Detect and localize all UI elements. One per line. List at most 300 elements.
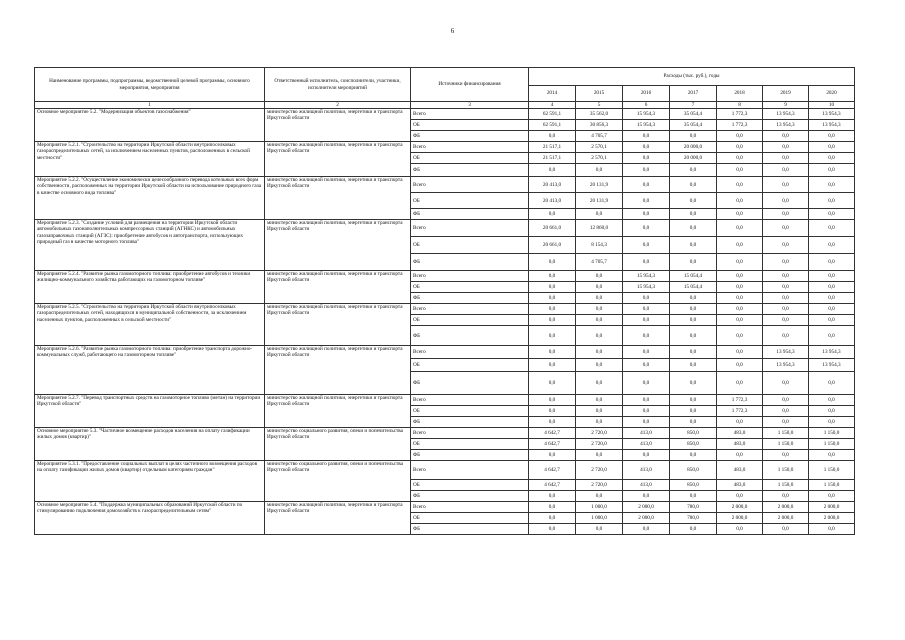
amount-cell: 0,0 bbox=[529, 417, 576, 428]
table-row bbox=[35, 177, 855, 193]
amount-cell: 0,0 bbox=[670, 417, 717, 428]
amount-cell: 0,0 bbox=[670, 395, 717, 406]
amount-cell: 0,0 bbox=[623, 164, 670, 177]
measure-name: Основное мероприятие 5.2. "Модернизация объектов газоснабжения" bbox=[35, 109, 265, 142]
amount-cell: 2 720,0 bbox=[576, 428, 623, 439]
executor: министерство жилищной политики, энергетики и транспорта Иркутской области bbox=[265, 177, 411, 220]
amount-cell: 0,0 bbox=[623, 220, 670, 237]
amount-cell: 0,0 bbox=[763, 417, 809, 428]
funding-source: ОБ bbox=[411, 480, 529, 491]
amount-cell: 0,0 bbox=[623, 524, 670, 535]
funding-source: ОБ bbox=[411, 237, 529, 254]
amount-cell: 2 720,0 bbox=[576, 480, 623, 491]
table-row bbox=[35, 502, 855, 513]
amount-cell: 0,0 bbox=[717, 282, 763, 293]
funding-source: ФБ bbox=[411, 293, 529, 304]
amount-cell: 413,0 bbox=[623, 428, 670, 439]
amount-cell: 0,0 bbox=[670, 346, 717, 359]
table-row bbox=[35, 142, 855, 153]
measure-name: Основное мероприятие 5.3. "Частичное возмещение расходов населения на оплату газификации жилых домов (квартир)" bbox=[35, 428, 265, 461]
funding-source: ОБ bbox=[411, 359, 529, 372]
measure-name: Мероприятие 5.2.5. "Строительство на территории Иркутской области внутрипоселковых газораспределительных сетей, находящихся в муниципальной собственности, за исключением населенных пунктов, расположенных в сельской местности" bbox=[35, 304, 265, 346]
expenses-table bbox=[34, 67, 855, 535]
amount-cell: 0,0 bbox=[763, 153, 809, 164]
amount-cell: 0,0 bbox=[809, 304, 855, 315]
amount-cell: 0,0 bbox=[576, 417, 623, 428]
amount-cell: 850,0 bbox=[670, 461, 717, 480]
amount-cell: 0,0 bbox=[529, 164, 576, 177]
amount-cell: 0,0 bbox=[576, 372, 623, 395]
amount-cell: 0,0 bbox=[529, 271, 576, 282]
amount-cell: 0,0 bbox=[763, 395, 809, 406]
amount-cell: 4 642,7 bbox=[529, 461, 576, 480]
amount-cell: 0,0 bbox=[623, 153, 670, 164]
amount-cell: 0,0 bbox=[670, 315, 717, 326]
funding-source: Всего bbox=[411, 428, 529, 439]
amount-cell: 20 661,0 bbox=[529, 220, 576, 237]
amount-cell: 0,0 bbox=[809, 220, 855, 237]
page-number: 6 bbox=[450, 27, 455, 35]
amount-cell: 483,0 bbox=[717, 461, 763, 480]
index-cell: 5 bbox=[576, 102, 623, 109]
index-cell: 3 bbox=[411, 102, 529, 109]
amount-cell: 0,0 bbox=[670, 524, 717, 535]
amount-cell: 0,0 bbox=[763, 177, 809, 193]
amount-cell: 0,0 bbox=[670, 193, 717, 209]
amount-cell: 4 642,7 bbox=[529, 428, 576, 439]
amount-cell: 483,0 bbox=[717, 480, 763, 491]
amount-cell: 413,0 bbox=[623, 439, 670, 450]
amount-cell: 1 150,0 bbox=[763, 439, 809, 450]
index-cell: 6 bbox=[623, 102, 670, 109]
amount-cell: 0,0 bbox=[623, 372, 670, 395]
amount-cell: 0,0 bbox=[576, 359, 623, 372]
index-row bbox=[35, 102, 855, 109]
amount-cell: 0,0 bbox=[809, 282, 855, 293]
amount-cell: 0,0 bbox=[809, 524, 855, 535]
amount-cell: 0,0 bbox=[763, 220, 809, 237]
amount-cell: 0,0 bbox=[809, 326, 855, 346]
amount-cell: 0,0 bbox=[529, 502, 576, 513]
amount-cell: 0,0 bbox=[670, 304, 717, 315]
amount-cell: 0,0 bbox=[576, 271, 623, 282]
amount-cell: 850,0 bbox=[670, 439, 717, 450]
amount-cell: 0,0 bbox=[529, 491, 576, 502]
executor: министерство жилищной политики, энергетики и транспорта Иркутской области bbox=[265, 142, 411, 177]
amount-cell: 62 591,1 bbox=[529, 109, 576, 120]
funding-source: Всего bbox=[411, 304, 529, 315]
amount-cell: 1 150,0 bbox=[809, 461, 855, 480]
amount-cell: 0,0 bbox=[623, 417, 670, 428]
amount-cell: 0,0 bbox=[809, 142, 855, 153]
amount-cell: 0,0 bbox=[576, 293, 623, 304]
funding-source: ФБ bbox=[411, 372, 529, 395]
funding-source: Всего bbox=[411, 395, 529, 406]
funding-source: ФБ bbox=[411, 524, 529, 535]
amount-cell: 0,0 bbox=[670, 450, 717, 461]
amount-cell: 0,0 bbox=[529, 372, 576, 395]
amount-cell: 483,0 bbox=[717, 428, 763, 439]
index-cell: 1 bbox=[35, 102, 265, 109]
table-row bbox=[35, 220, 855, 237]
amount-cell: 20 131,9 bbox=[576, 193, 623, 209]
amount-cell: 0,0 bbox=[623, 254, 670, 271]
amount-cell: 0,0 bbox=[809, 271, 855, 282]
year-cell: 2014 bbox=[529, 86, 576, 102]
amount-cell: 2 570,1 bbox=[576, 153, 623, 164]
index-cell: 2 bbox=[265, 102, 411, 109]
amount-cell: 0,0 bbox=[809, 450, 855, 461]
amount-cell: 2 000,0 bbox=[763, 502, 809, 513]
amount-cell: 13 954,3 bbox=[809, 359, 855, 372]
amount-cell: 0,0 bbox=[623, 142, 670, 153]
amount-cell: 0,0 bbox=[576, 406, 623, 417]
funding-source: ОБ bbox=[411, 282, 529, 293]
amount-cell: 0,0 bbox=[623, 346, 670, 359]
amount-cell: 0,0 bbox=[670, 359, 717, 372]
year-cell: 2017 bbox=[670, 86, 717, 102]
amount-cell: 2 000,0 bbox=[717, 513, 763, 524]
amount-cell: 0,0 bbox=[809, 131, 855, 142]
amount-cell: 0,0 bbox=[717, 209, 763, 220]
amount-cell: 0,0 bbox=[717, 142, 763, 153]
amount-cell: 12 860,0 bbox=[576, 220, 623, 237]
funding-source: Всего bbox=[411, 142, 529, 153]
amount-cell: 0,0 bbox=[576, 450, 623, 461]
amount-cell: 0,0 bbox=[623, 304, 670, 315]
amount-cell: 1 000,0 bbox=[576, 502, 623, 513]
amount-cell: 0,0 bbox=[529, 209, 576, 220]
amount-cell: 0,0 bbox=[763, 164, 809, 177]
amount-cell: 1 150,0 bbox=[763, 461, 809, 480]
amount-cell: 1 150,0 bbox=[809, 439, 855, 450]
amount-cell: 15 954,3 bbox=[623, 282, 670, 293]
funding-source: Всего bbox=[411, 220, 529, 237]
amount-cell: 0,0 bbox=[763, 406, 809, 417]
amount-cell: 35 054,4 bbox=[670, 120, 717, 131]
amount-cell: 20 000,0 bbox=[670, 142, 717, 153]
year-cell: 2018 bbox=[717, 86, 763, 102]
amount-cell: 20 661,0 bbox=[529, 237, 576, 254]
amount-cell: 483,0 bbox=[717, 439, 763, 450]
amount-cell: 0,0 bbox=[670, 237, 717, 254]
index-cell: 10 bbox=[809, 102, 855, 109]
executor: министерство жилищной политики, энергетики и транспорта Иркутской области bbox=[265, 502, 411, 535]
measure-name: Мероприятие 5.2.2. "Осуществление экономически целесообразного перевода котельных всех форм собственности, расположенных на территории Иркутской области на использование природного газа в качестве основного вида топлива" bbox=[35, 177, 265, 220]
amount-cell: 0,0 bbox=[576, 524, 623, 535]
index-cell: 7 bbox=[670, 102, 717, 109]
amount-cell: 0,0 bbox=[763, 142, 809, 153]
header-expenses: Расходы (тыс. руб.), годы bbox=[529, 68, 855, 86]
amount-cell: 2 570,1 bbox=[576, 142, 623, 153]
amount-cell: 0,0 bbox=[529, 359, 576, 372]
funding-source: ОБ bbox=[411, 315, 529, 326]
amount-cell: 0,0 bbox=[809, 372, 855, 395]
executor: министерство жилищной политики, энергетики и транспорта Иркутской области bbox=[265, 271, 411, 304]
amount-cell: 0,0 bbox=[670, 406, 717, 417]
amount-cell: 35 562,0 bbox=[576, 109, 623, 120]
amount-cell: 1 150,0 bbox=[809, 428, 855, 439]
amount-cell: 780,0 bbox=[670, 513, 717, 524]
funding-source: ФБ bbox=[411, 326, 529, 346]
amount-cell: 0,0 bbox=[717, 271, 763, 282]
header-source: Источники финансирования bbox=[411, 68, 529, 102]
amount-cell: 0,0 bbox=[717, 346, 763, 359]
table-row bbox=[35, 461, 855, 480]
amount-cell: 13 954,3 bbox=[809, 120, 855, 131]
amount-cell: 0,0 bbox=[670, 177, 717, 193]
measure-name: Основное мероприятие 5.4. "Поддержка муниципальных образований Иркутской области по стимулированию подключения домохозяйств к газораспределительным сетям" bbox=[35, 502, 265, 535]
funding-source: ФБ bbox=[411, 164, 529, 177]
amount-cell: 0,0 bbox=[809, 293, 855, 304]
measure-name: Мероприятие 5.2.6. "Развитие рынка газомоторного топлива: приобретение транспорта дорожно-коммунальных служб, работающего на газомоторном топливе" bbox=[35, 346, 265, 395]
amount-cell: 4 705,7 bbox=[576, 254, 623, 271]
amount-cell: 35 054,4 bbox=[670, 109, 717, 120]
amount-cell: 15 954,3 bbox=[623, 120, 670, 131]
funding-source: ФБ bbox=[411, 209, 529, 220]
amount-cell: 0,0 bbox=[529, 346, 576, 359]
amount-cell: 0,0 bbox=[763, 491, 809, 502]
amount-cell: 13 954,3 bbox=[763, 346, 809, 359]
amount-cell: 0,0 bbox=[576, 315, 623, 326]
amount-cell: 2 000,0 bbox=[623, 513, 670, 524]
funding-source: Всего bbox=[411, 502, 529, 513]
amount-cell: 0,0 bbox=[623, 450, 670, 461]
amount-cell: 0,0 bbox=[763, 254, 809, 271]
amount-cell: 0,0 bbox=[809, 395, 855, 406]
amount-cell: 0,0 bbox=[717, 372, 763, 395]
amount-cell: 0,0 bbox=[529, 513, 576, 524]
amount-cell: 1 772,3 bbox=[717, 395, 763, 406]
funding-source: ОБ bbox=[411, 406, 529, 417]
amount-cell: 4 642,7 bbox=[529, 480, 576, 491]
amount-cell: 0,0 bbox=[670, 164, 717, 177]
amount-cell: 0,0 bbox=[717, 193, 763, 209]
funding-source: ОБ bbox=[411, 513, 529, 524]
amount-cell: 20 131,9 bbox=[576, 177, 623, 193]
amount-cell: 0,0 bbox=[809, 315, 855, 326]
amount-cell: 13 954,3 bbox=[763, 120, 809, 131]
amount-cell: 0,0 bbox=[670, 326, 717, 346]
amount-cell: 0,0 bbox=[576, 304, 623, 315]
amount-cell: 780,0 bbox=[670, 502, 717, 513]
amount-cell: 0,0 bbox=[717, 131, 763, 142]
amount-cell: 850,0 bbox=[670, 428, 717, 439]
amount-cell: 0,0 bbox=[763, 131, 809, 142]
table-row bbox=[35, 109, 855, 120]
header-executor: Ответственный исполнитель, соисполнители, участники, исполнители мероприятий bbox=[265, 68, 411, 102]
executor: министерство жилищной политики, энергетики и транспорта Иркутской области bbox=[265, 395, 411, 428]
amount-cell: 0,0 bbox=[763, 326, 809, 346]
funding-source: Всего bbox=[411, 177, 529, 193]
amount-cell: 0,0 bbox=[529, 131, 576, 142]
amount-cell: 0,0 bbox=[717, 359, 763, 372]
amount-cell: 0,0 bbox=[623, 237, 670, 254]
amount-cell: 0,0 bbox=[809, 164, 855, 177]
amount-cell: 0,0 bbox=[576, 346, 623, 359]
amount-cell: 0,0 bbox=[763, 237, 809, 254]
amount-cell: 0,0 bbox=[529, 450, 576, 461]
measure-name: Мероприятие 5.2.3. "Создание условий для размещения на территории Иркутской области автомобильных газонаполнительных компрессорных станций (АГНКС) и автомобильных газозаправочных станций (АГЗС): приобретение автобусов и автотранспорта, использующих природный газ в качестве моторного топлива" bbox=[35, 220, 265, 271]
executor: министерство жилищной политики, энергетики и транспорта Иркутской области bbox=[265, 109, 411, 142]
amount-cell: 2 720,0 bbox=[576, 461, 623, 480]
amount-cell: 0,0 bbox=[717, 491, 763, 502]
funding-source: ФБ bbox=[411, 131, 529, 142]
amount-cell: 0,0 bbox=[670, 293, 717, 304]
amount-cell: 0,0 bbox=[529, 315, 576, 326]
amount-cell: 0,0 bbox=[529, 254, 576, 271]
amount-cell: 0,0 bbox=[763, 304, 809, 315]
measure-name: Мероприятие 5.2.1. "Строительство на территории Иркутской области внутрипоселковых газораспределительных сетей, за исключением населенных пунктов, расположенных в сельской местности" bbox=[35, 142, 265, 177]
amount-cell: 0,0 bbox=[717, 164, 763, 177]
amount-cell: 0,0 bbox=[623, 326, 670, 346]
amount-cell: 2 000,0 bbox=[763, 513, 809, 524]
amount-cell: 0,0 bbox=[717, 304, 763, 315]
funding-source: Всего bbox=[411, 346, 529, 359]
amount-cell: 0,0 bbox=[763, 271, 809, 282]
amount-cell: 0,0 bbox=[529, 293, 576, 304]
amount-cell: 0,0 bbox=[529, 304, 576, 315]
amount-cell: 0,0 bbox=[809, 406, 855, 417]
amount-cell: 2 000,0 bbox=[623, 502, 670, 513]
amount-cell: 850,0 bbox=[670, 480, 717, 491]
funding-source: ФБ bbox=[411, 450, 529, 461]
measure-name: Мероприятие 5.3.1. "Предоставление социальных выплат в целях частичного возмещения расходов на оплату газификации жилых домов (квартир) отдельным категориям граждан" bbox=[35, 461, 265, 502]
funding-source: ФБ bbox=[411, 491, 529, 502]
amount-cell: 0,0 bbox=[576, 395, 623, 406]
amount-cell: 0,0 bbox=[576, 326, 623, 346]
amount-cell: 0,0 bbox=[809, 177, 855, 193]
table-row bbox=[35, 304, 855, 315]
amount-cell: 15 954,3 bbox=[623, 271, 670, 282]
index-cell: 4 bbox=[529, 102, 576, 109]
index-cell: 9 bbox=[763, 102, 809, 109]
amount-cell: 0,0 bbox=[623, 193, 670, 209]
amount-cell: 20 413,0 bbox=[529, 193, 576, 209]
amount-cell: 0,0 bbox=[623, 209, 670, 220]
amount-cell: 0,0 bbox=[809, 209, 855, 220]
funding-source: ФБ bbox=[411, 417, 529, 428]
amount-cell: 15 954,3 bbox=[623, 109, 670, 120]
table-body bbox=[35, 109, 855, 535]
funding-source: ОБ bbox=[411, 153, 529, 164]
amount-cell: 0,0 bbox=[809, 237, 855, 254]
amount-cell: 0,0 bbox=[623, 406, 670, 417]
amount-cell: 0,0 bbox=[763, 372, 809, 395]
amount-cell: 62 591,1 bbox=[529, 120, 576, 131]
amount-cell: 1 772,3 bbox=[717, 120, 763, 131]
amount-cell: 0,0 bbox=[576, 209, 623, 220]
year-cell: 2020 bbox=[809, 86, 855, 102]
amount-cell: 15 054,4 bbox=[670, 271, 717, 282]
amount-cell: 0,0 bbox=[623, 293, 670, 304]
amount-cell: 0,0 bbox=[529, 395, 576, 406]
amount-cell: 0,0 bbox=[763, 524, 809, 535]
executor: министерство социального развития, опеки и попечительства Иркутской области bbox=[265, 428, 411, 461]
funding-source: ОБ bbox=[411, 439, 529, 450]
amount-cell: 0,0 bbox=[670, 131, 717, 142]
executor: министерство социального развития, опеки и попечительства Иркутской области bbox=[265, 461, 411, 502]
amount-cell: 0,0 bbox=[529, 406, 576, 417]
amount-cell: 21 517,1 bbox=[529, 153, 576, 164]
measure-name: Мероприятие 5.2.7. "Перевод транспортных средств на газомоторное топливо (метан) на территории Иркутской области" bbox=[35, 395, 265, 428]
amount-cell: 0,0 bbox=[717, 220, 763, 237]
amount-cell: 1 150,0 bbox=[763, 428, 809, 439]
measure-name: Мероприятие 5.2.4. "Развитие рынка газомоторного топлива: приобретение автобусов и техники жилищно-коммунального хозяйства работающих на газомоторном топливе" bbox=[35, 271, 265, 304]
funding-source: ОБ bbox=[411, 193, 529, 209]
amount-cell: 0,0 bbox=[809, 193, 855, 209]
amount-cell: 0,0 bbox=[809, 491, 855, 502]
amount-cell: 2 000,0 bbox=[809, 513, 855, 524]
amount-cell: 413,0 bbox=[623, 480, 670, 491]
amount-cell: 0,0 bbox=[763, 293, 809, 304]
amount-cell: 0,0 bbox=[717, 417, 763, 428]
header-name: Наименование программы, подпрограммы, ведомственной целевой программы, основного мероприятия, мероприятия bbox=[35, 68, 265, 102]
amount-cell: 0,0 bbox=[576, 164, 623, 177]
amount-cell: 30 856,3 bbox=[576, 120, 623, 131]
amount-cell: 20 000,0 bbox=[670, 153, 717, 164]
amount-cell: 0,0 bbox=[763, 315, 809, 326]
amount-cell: 15 054,4 bbox=[670, 282, 717, 293]
amount-cell: 1 150,0 bbox=[809, 480, 855, 491]
amount-cell: 0,0 bbox=[717, 237, 763, 254]
amount-cell: 1 772,3 bbox=[717, 406, 763, 417]
amount-cell: 0,0 bbox=[623, 177, 670, 193]
executor: министерство жилищной политики, энергетики и транспорта Иркутской области bbox=[265, 220, 411, 271]
amount-cell: 0,0 bbox=[623, 315, 670, 326]
table-row bbox=[35, 395, 855, 406]
amount-cell: 4 705,7 bbox=[576, 131, 623, 142]
amount-cell: 0,0 bbox=[529, 326, 576, 346]
funding-source: Всего bbox=[411, 109, 529, 120]
amount-cell: 0,0 bbox=[809, 254, 855, 271]
amount-cell: 0,0 bbox=[763, 450, 809, 461]
amount-cell: 0,0 bbox=[763, 193, 809, 209]
index-cell: 8 bbox=[717, 102, 763, 109]
amount-cell: 0,0 bbox=[670, 209, 717, 220]
amount-cell: 0,0 bbox=[809, 153, 855, 164]
amount-cell: 1 772,3 bbox=[717, 109, 763, 120]
amount-cell: 0,0 bbox=[670, 491, 717, 502]
year-cell: 2015 bbox=[576, 86, 623, 102]
header-row-top bbox=[35, 68, 855, 86]
amount-cell: 13 954,3 bbox=[809, 346, 855, 359]
amount-cell: 0,0 bbox=[763, 282, 809, 293]
amount-cell: 13 954,3 bbox=[809, 109, 855, 120]
amount-cell: 0,0 bbox=[670, 220, 717, 237]
funding-source: Всего bbox=[411, 461, 529, 480]
amount-cell: 0,0 bbox=[717, 450, 763, 461]
amount-cell: 0,0 bbox=[623, 359, 670, 372]
amount-cell: 2 000,0 bbox=[717, 502, 763, 513]
amount-cell: 13 954,3 bbox=[763, 109, 809, 120]
amount-cell: 0,0 bbox=[717, 254, 763, 271]
executor: министерство жилищной политики, энергетики и транспорта Иркутской области bbox=[265, 346, 411, 395]
funding-source: ФБ bbox=[411, 254, 529, 271]
table-row bbox=[35, 346, 855, 359]
funding-source: ОБ bbox=[411, 120, 529, 131]
amount-cell: 2 000,0 bbox=[809, 502, 855, 513]
amount-cell: 0,0 bbox=[529, 282, 576, 293]
year-cell: 2016 bbox=[623, 86, 670, 102]
amount-cell: 0,0 bbox=[670, 254, 717, 271]
amount-cell: 0,0 bbox=[717, 293, 763, 304]
amount-cell: 0,0 bbox=[717, 326, 763, 346]
amount-cell: 1 150,0 bbox=[763, 480, 809, 491]
amount-cell: 2 720,0 bbox=[576, 439, 623, 450]
year-cell: 2019 bbox=[763, 86, 809, 102]
amount-cell: 0,0 bbox=[623, 491, 670, 502]
